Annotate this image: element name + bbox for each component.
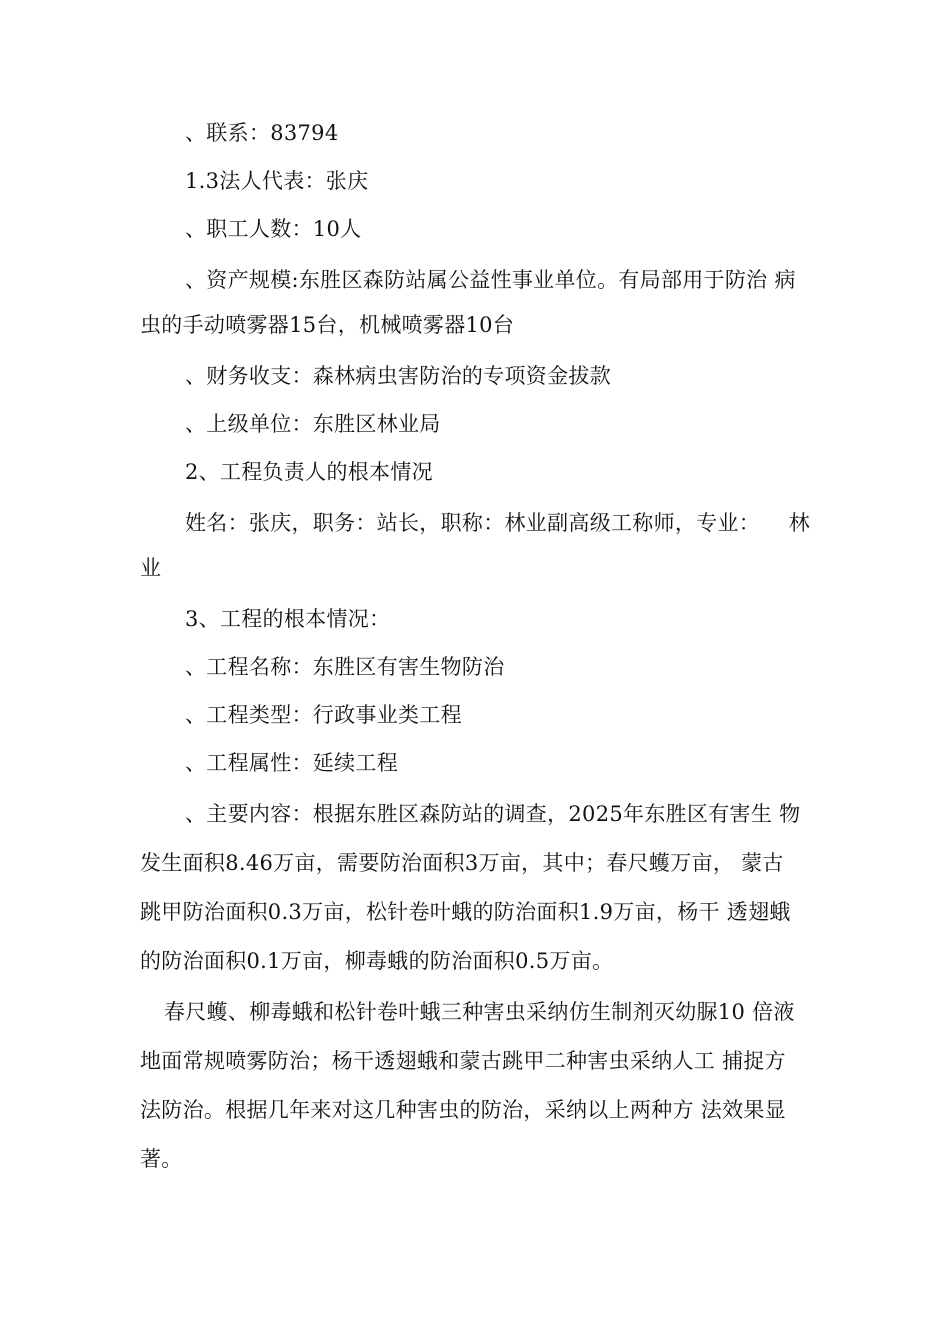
main-content-paragraph [140, 802, 810, 973]
project-name-line: 、工程名称：东胜区有害生物防治 [185, 655, 505, 679]
person-info-major: 林 [788, 511, 810, 535]
main-content-line-2: 发生面积8.46万亩，需要防治面积3万亩，其中；春尺蠖万亩， 蒙古 [140, 851, 784, 875]
person-info-text: 姓名：张庆，职务：站长，职称：林业副高级工称师，专业： [185, 511, 761, 535]
method-line-3: 法防治。根据几年来对这几种害虫的防治，采纳以上两种方 法效果显 [140, 1098, 786, 1122]
method-line-2: 地面常规喷雾防治；杨干透翅蛾和蒙古跳甲二种害虫采纳人工 捕捉方 [140, 1049, 786, 1073]
main-content-line-3: 跳甲防治面积0.3万亩，松针卷叶蛾的防治面积1.9万亩，杨干 透翅蛾 [140, 900, 791, 924]
asset-scale-line-2: 虫的手动喷雾器15台，机械喷雾器10台 [140, 313, 515, 337]
document-body [140, 121, 810, 1171]
project-attribute-line: 、工程属性：延续工程 [185, 751, 398, 775]
main-content-line-1: 、主要内容：根据东胜区森防站的调查，2025年东胜区有害生 物 [185, 802, 801, 826]
method-line-4: 著。 [140, 1147, 183, 1171]
section-heading-2: 2、工程负责人的根本情况 [185, 460, 433, 484]
person-info-continuation: 业 [140, 556, 162, 580]
method-paragraph [140, 1000, 810, 1171]
main-content-line-4: 的防治面积0.1万亩，柳毒蛾的防治面积0.5万亩。 [140, 949, 614, 973]
asset-scale-line-1: 、资产规模:东胜区森防站属公益性事业单位。有局部用于防治 病 [185, 268, 796, 292]
project-type-line: 、工程类型：行政事业类工程 [185, 703, 462, 727]
finance-line: 、财务收支：森林病虫害防治的专项资金拔款 [185, 364, 611, 388]
legal-representative-line: 1.3法人代表：张庆 [185, 169, 369, 193]
section-heading-3: 3、工程的根本情况： [185, 607, 391, 631]
person-info-line [140, 511, 810, 535]
method-line-1: 春尺蠖、柳毒蛾和松针卷叶蛾三种害虫采纳仿生制剂灭幼脲10 倍液 [164, 1000, 795, 1024]
staff-count-line: 、职工人数：10人 [185, 217, 362, 241]
contact-line: 、联系：83794 [185, 121, 339, 145]
superior-unit-line: 、上级单位：东胜区林业局 [185, 412, 441, 436]
